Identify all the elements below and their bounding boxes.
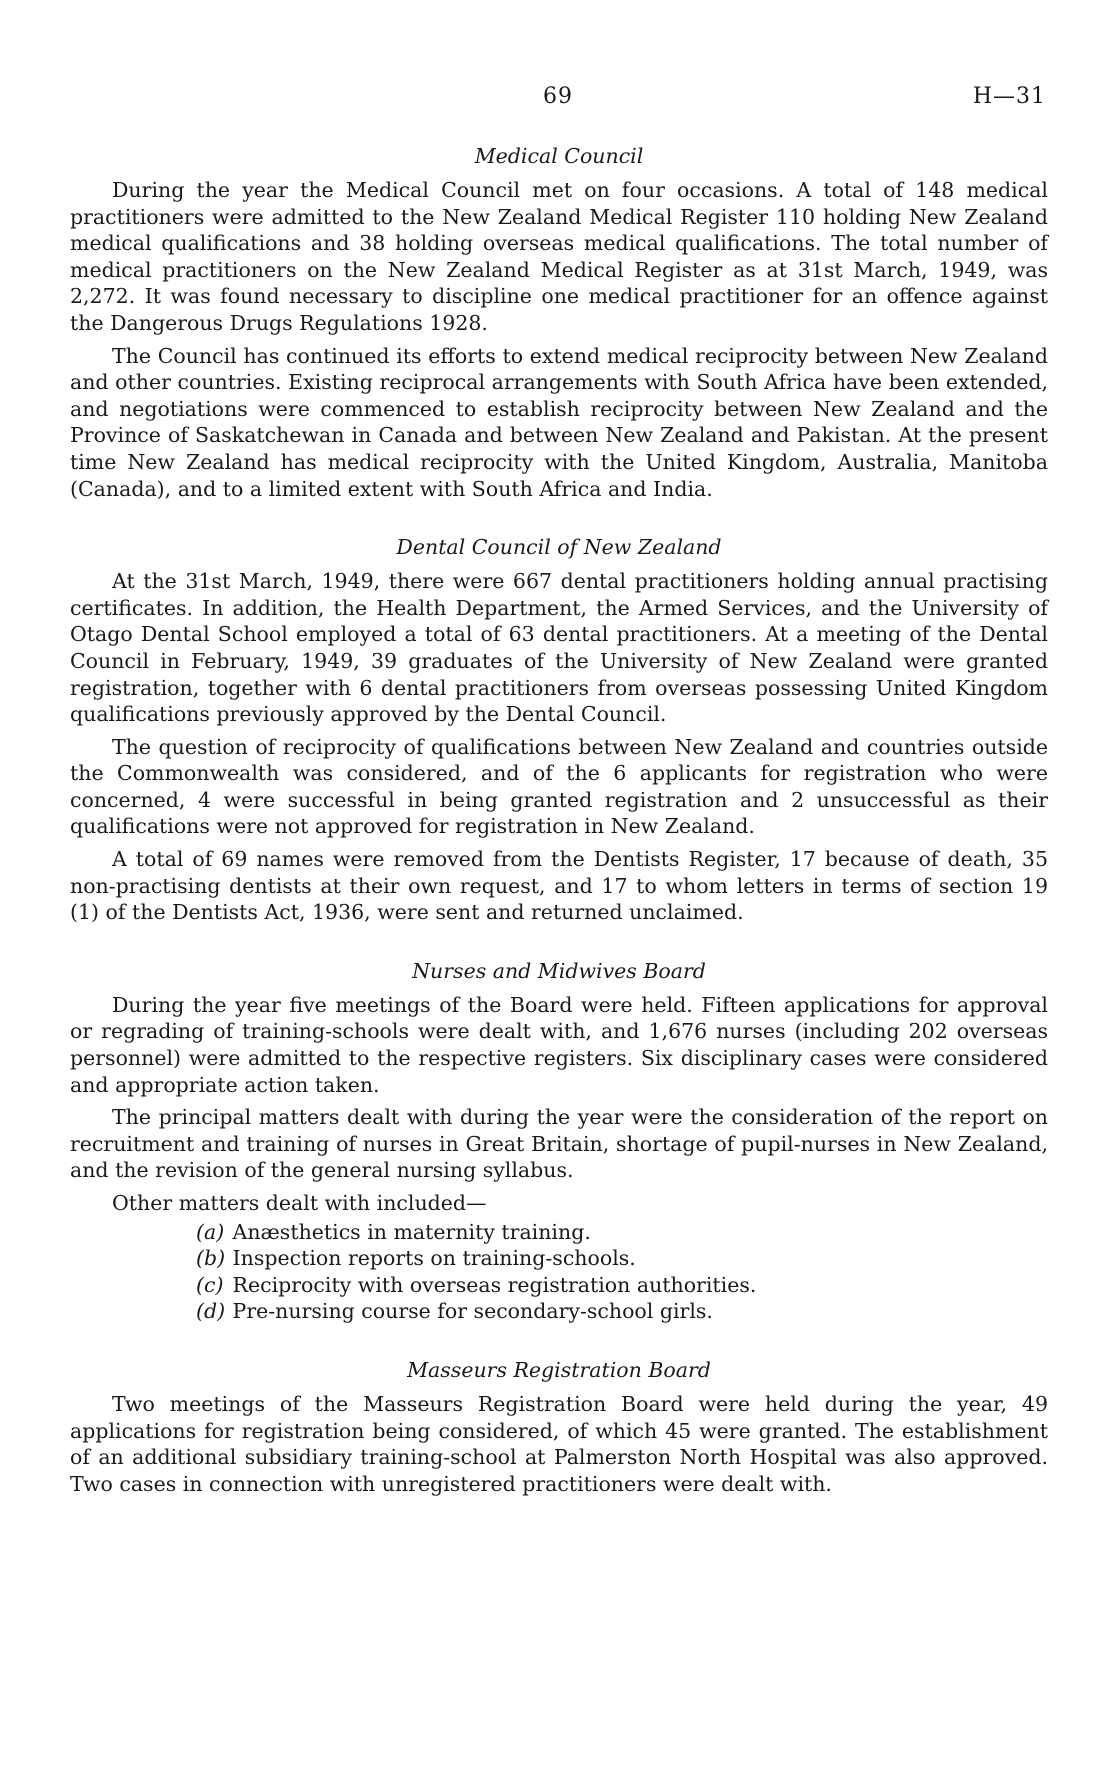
list-item: (d) Pre-nursing course for secondary-school girls. xyxy=(196,1299,713,1324)
list-item-text: Pre-nursing course for secondary-school girls. xyxy=(232,1299,713,1324)
paragraph: A total of 69 names were removed from the Dentists Register, 17 because of death, 35 non-practising dentists at their own request, and 17 to whom letters in terms of section 19 (1) of the Dentists Act, 1936, were sent and returned unclaimed. xyxy=(70,847,1048,925)
list-item: (a) Anæsthetics in maternity training. xyxy=(196,1219,591,1244)
paragraph: The question of reciprocity of qualifications between New Zealand and countries outside the Commonwealth was considered, and of the 6 applicants for registration who were concerned, 4 were successful in being granted registration and 2 unsuccessful as their qualifications were not approved for registration in New Zealand. xyxy=(70,734,1048,839)
page-body xyxy=(70,143,1048,1503)
list-item-text: Inspection reports on training-schools. xyxy=(232,1246,636,1271)
paragraph: At the 31st March, 1949, there were 667 dental practitioners holding annual practising certificates. In addition, the Health Department, the Armed Services, and the University of Otago Dental School employed a total of 63 dental practitioners. At a meeting of the Dental Council in February, 1949, 39 graduates of the University of New Zealand were granted registration, together with 6 dental practitioners from overseas possessing United Kingdom qualifications previously approved by the Dental Council. xyxy=(70,569,1048,727)
section-medical-council xyxy=(70,143,1048,502)
section-heading: Dental Council of New Zealand xyxy=(396,535,722,560)
list-item-text: Reciprocity with overseas registration authorities. xyxy=(232,1272,757,1297)
page-number: 69 xyxy=(543,84,573,109)
paragraph: Two meetings of the Masseurs Registration Board were held during the year, 49 applications for registration being considered, of which 45 were granted. The establishment of an additional subsidiary training-school at Palmerston North Hospital was also approved. Two cases in connection with unregistered practitioners were dealt with. xyxy=(70,1391,1048,1496)
paragraph: The Council has continued its efforts to extend medical reciprocity between New Zealand and other countries. Existing reciprocal arrangements with South Africa have been extended, and negotiations were commenced to establish reciprocity between New Zealand and the Province of Saskatchewan in Canada and between New Zealand and Pakistan. At the present time New Zealand has medical reciprocity with the United Kingdom, Australia, Manitoba (Canada), and to a limited extent with South Africa and India. xyxy=(70,343,1048,501)
section-masseurs-registration-board xyxy=(70,1357,1048,1497)
list-item: (c) Reciprocity with overseas registration authorities. xyxy=(196,1272,757,1297)
section-dental-council xyxy=(70,534,1048,926)
page-header xyxy=(70,84,1046,114)
document-code: H—31 xyxy=(972,84,1046,109)
paragraph: During the year five meetings of the Board were held. Fifteen applications for approval or regrading of training-schools were dealt with, and 1,676 nurses (including 202 overseas personnel) were admitted to the respective registers. Six disciplinary cases were considered and appropriate action taken. xyxy=(70,992,1048,1097)
section-nurses-midwives-board xyxy=(70,958,1048,1325)
matters-list xyxy=(70,1219,1048,1325)
paragraph: Other matters dealt with included— xyxy=(112,1191,487,1215)
paragraph: The principal matters dealt with during the year were the consideration of the report on recruitment and training of nurses in Great Britain, shortage of pupil-nurses in New Zealand, and the revision of the general nursing syllabus. xyxy=(70,1105,1048,1183)
list-item: (b) Inspection reports on training-schools. xyxy=(196,1246,636,1271)
section-heading: Masseurs Registration Board xyxy=(407,1357,711,1382)
section-heading: Nurses and Midwives Board xyxy=(412,958,706,983)
section-heading: Medical Council xyxy=(474,144,644,168)
paragraph: During the year the Medical Council met on four occasions. A total of 148 medical practitioners were admitted to the New Zealand Medical Register 110 holding New Zealand medical qualifications and 38 holding overseas medical qualifications. The total number of medical practitioners on the New Zealand Medical Register as at 31st March, 1949, was 2,272. It was found necessary to discipline one medical practitioner for an offence against the Dangerous Drugs Regulations 1928. xyxy=(70,178,1048,335)
list-item-text: Anæsthetics in maternity training. xyxy=(232,1219,591,1244)
